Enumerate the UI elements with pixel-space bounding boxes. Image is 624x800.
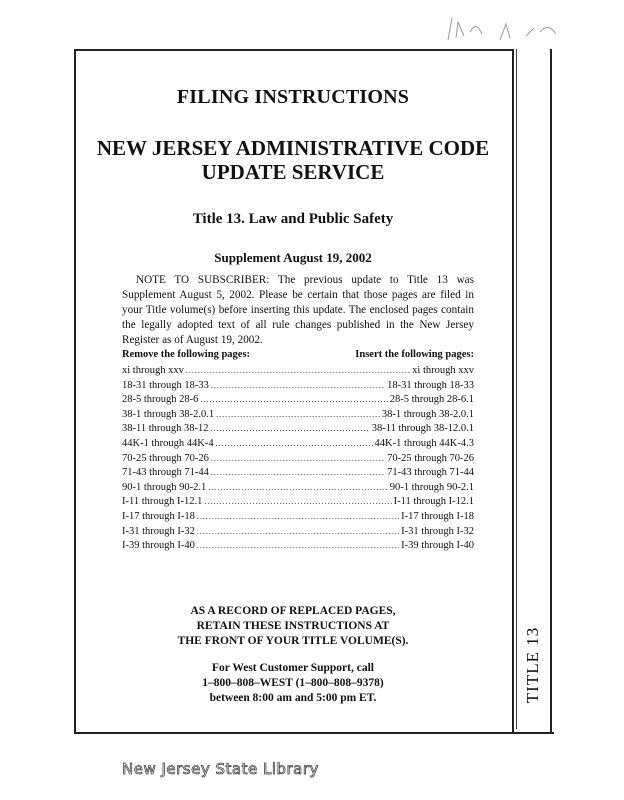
insert-pages: 38-11 through 38-12.0.1 <box>371 423 474 435</box>
remove-pages: xi through xxv <box>122 365 184 376</box>
list-item <box>122 525 474 540</box>
column-headers <box>122 349 474 360</box>
pages-list <box>122 364 474 554</box>
list-item <box>122 364 474 379</box>
leader-dots <box>197 539 399 554</box>
remove-pages: I-17 through I-18 <box>122 510 195 522</box>
remove-heading: Remove the following pages: <box>122 349 251 360</box>
leader-dots <box>197 525 399 540</box>
leader-dots <box>211 452 385 467</box>
code-title <box>76 136 510 184</box>
leader-dots <box>208 481 387 496</box>
insert-pages: I-31 through I-32 <box>401 525 474 537</box>
remove-pages: 28-5 through 28-6 <box>122 394 199 406</box>
leader-dots <box>216 437 373 452</box>
list-item <box>122 510 474 525</box>
insert-heading: Insert the following pages: <box>355 349 474 360</box>
insert-pages: 70-25 through 70-26 <box>387 452 474 464</box>
list-item <box>122 379 474 394</box>
remove-pages: 70-25 through 70-26 <box>122 452 209 464</box>
tab-label <box>513 615 553 715</box>
insert-pages: 38-1 through 38-2.0.1 <box>381 408 474 420</box>
handwritten-mark <box>440 10 570 50</box>
record-line1: AS A RECORD OF REPLACED PAGES, <box>190 605 396 617</box>
code-title-line1: NEW JERSEY ADMINISTRATIVE CODE <box>96 136 490 160</box>
list-item <box>122 422 474 437</box>
page-title: FILING INSTRUCTIONS <box>176 86 410 108</box>
supplement-date: Supplement August 19, 2002 <box>214 250 372 265</box>
insert-pages: xi through xxv <box>412 365 474 376</box>
insert-pages: 90-1 through 90-2.1 <box>389 481 474 493</box>
insert-pages: 28-5 through 28-6.1 <box>389 394 474 406</box>
tab-label-text: TITLE 13 <box>523 626 543 704</box>
leader-dots <box>211 379 385 394</box>
remove-pages: I-11 through I-12.1 <box>122 496 203 508</box>
remove-pages: I-31 through I-32 <box>122 525 195 537</box>
subscriber-note-text: NOTE TO SUBSCRIBER: The previous update to Title 13 was Supplement August 5, 2002. Please be certain that those pages are filed in your Title volume(s) before inserting this update. The enclosed pages contain the legally adopted text of all rule changes published in the New Jersey Register as of August 19, 2002. <box>122 274 474 346</box>
remove-pages: 71-43 through 71-44 <box>122 467 209 479</box>
remove-pages: 38-11 through 38-12 <box>122 423 209 435</box>
remove-pages: 18-31 through 18-33 <box>122 379 209 391</box>
support-line1: For West Customer Support, call <box>212 662 374 674</box>
list-item <box>122 481 474 496</box>
leader-dots <box>211 422 370 437</box>
leader-dots <box>204 495 391 510</box>
remove-pages: I-39 through I-40 <box>122 540 195 552</box>
insert-pages: 44K-1 through 44K-4.3 <box>374 437 474 449</box>
record-instructions <box>76 604 510 649</box>
customer-support <box>76 661 510 706</box>
list-item <box>122 539 474 554</box>
list-item <box>122 437 474 452</box>
insert-pages: 71-43 through 71-44 <box>387 467 474 479</box>
leader-dots <box>200 393 387 408</box>
insert-pages: I-11 through I-12.1 <box>393 496 474 508</box>
leader-dots <box>216 408 380 423</box>
insert-pages: 18-31 through 18-33 <box>387 379 474 391</box>
list-item <box>122 452 474 467</box>
code-title-line2: UPDATE SERVICE <box>201 160 385 184</box>
support-phone: 1–800–808–WEST (1–800–808–9378) <box>202 677 384 689</box>
list-item <box>122 466 474 481</box>
record-line2: RETAIN THESE INSTRUCTIONS AT <box>196 620 390 632</box>
list-item <box>122 393 474 408</box>
page-border-bottom <box>512 732 554 734</box>
list-item <box>122 408 474 423</box>
leader-dots <box>197 510 399 525</box>
title-section: Title 13. Law and Public Safety <box>192 211 394 227</box>
list-item <box>122 495 474 510</box>
remove-pages: 44K-1 through 44K-4 <box>122 437 214 449</box>
leader-dots <box>211 466 385 481</box>
record-line3: THE FRONT OF YOUR TITLE VOLUME(S). <box>177 635 409 647</box>
subscriber-note <box>122 273 474 348</box>
remove-pages: 90-1 through 90-2.1 <box>122 481 207 493</box>
leader-dots <box>186 364 410 379</box>
remove-pages: 38-1 through 38-2.0.1 <box>122 408 215 420</box>
library-stamp: New Jersey State Library <box>122 760 319 778</box>
support-hours: between 8:00 am and 5:00 pm ET. <box>209 692 377 704</box>
insert-pages: I-39 through I-40 <box>401 540 474 552</box>
insert-pages: I-17 through I-18 <box>401 510 474 522</box>
